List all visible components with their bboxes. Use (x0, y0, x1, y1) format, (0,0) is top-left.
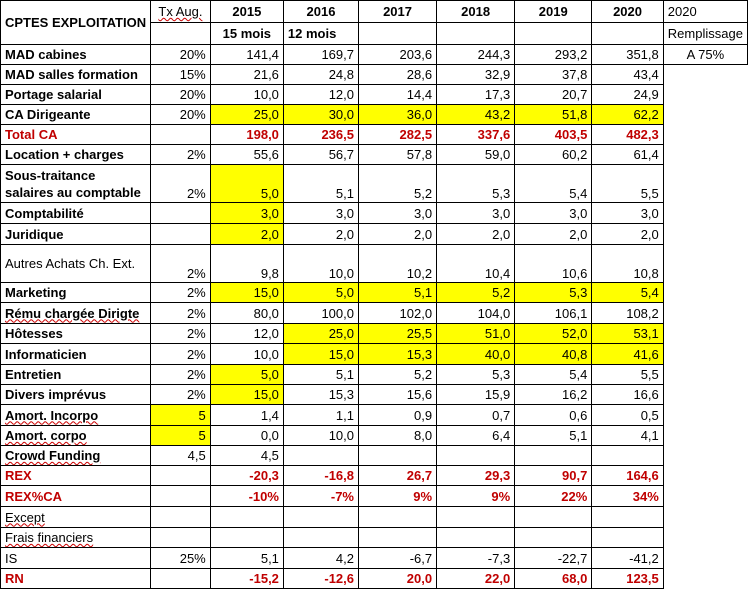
value-cell-2019[interactable]: 90,7 (515, 466, 592, 486)
value-cell-2017[interactable]: 102,0 (359, 303, 437, 324)
value-cell-2019[interactable]: 52,0 (515, 324, 592, 344)
tx-cell[interactable] (151, 224, 211, 245)
empty-cell (663, 324, 747, 344)
value-cell-2015[interactable] (210, 528, 283, 548)
row-label-cell[interactable] (1, 145, 151, 165)
row-label-cell[interactable] (1, 344, 151, 365)
year-header-2020[interactable]: 2020 (592, 1, 663, 23)
table-row (1, 283, 748, 303)
tx-cell[interactable]: 2% (151, 145, 211, 165)
value-cell-2016[interactable]: 3,0 (283, 203, 358, 224)
row-label-cell[interactable] (1, 245, 151, 283)
value-cell-2015[interactable]: 5,0 (210, 165, 283, 203)
value-cell-2020[interactable]: 41,6 (592, 344, 663, 365)
sub-header-2018[interactable] (437, 23, 515, 45)
sub-header-2016[interactable]: 12 mois (283, 23, 358, 45)
value-cell-2019[interactable] (515, 446, 592, 466)
value-cell-2019[interactable] (515, 528, 592, 548)
table-row (1, 507, 748, 528)
value-cell-2015[interactable]: 55,6 (210, 145, 283, 165)
tx-cell[interactable] (151, 507, 211, 528)
value-cell-2016[interactable]: 2,0 (283, 224, 358, 245)
value-cell-2020[interactable]: 5,5 (592, 365, 663, 385)
empty-cell (663, 65, 747, 85)
empty-cell (663, 486, 747, 507)
value-cell-2017[interactable] (359, 528, 437, 548)
value-cell-2020[interactable]: 34% (592, 486, 663, 507)
sub-header-2017[interactable] (359, 23, 437, 45)
empty-cell (663, 405, 747, 426)
row-label: Total CA (5, 127, 58, 142)
value-cell-2020[interactable]: 2,0 (592, 224, 663, 245)
value-cell-2016[interactable]: 15,3 (283, 385, 358, 405)
value-cell-2016[interactable]: 12,0 (283, 85, 358, 105)
row-label-cell[interactable] (1, 283, 151, 303)
value-cell-2019[interactable]: 0,6 (515, 405, 592, 426)
value-cell-2018[interactable]: 5,2 (437, 283, 515, 303)
row-label-cell[interactable] (1, 365, 151, 385)
value-cell-2017[interactable]: 5,1 (359, 283, 437, 303)
table-row (1, 105, 748, 125)
value-cell-2018[interactable]: 6,4 (437, 426, 515, 446)
value-cell-2018[interactable] (437, 446, 515, 466)
value-cell-2015[interactable]: 10,0 (210, 344, 283, 365)
empty-cell (663, 125, 747, 145)
value-cell-2019[interactable]: 293,2 (515, 45, 592, 65)
empty-cell (663, 466, 747, 486)
value-cell-2015[interactable]: 80,0 (210, 303, 283, 324)
extra-value-cell[interactable]: A 75% (663, 45, 747, 65)
value-cell-2015[interactable]: -15,2 (210, 569, 283, 589)
tx-cell[interactable]: 20% (151, 45, 211, 65)
tx-cell[interactable] (151, 528, 211, 548)
tx-cell[interactable]: 2% (151, 344, 211, 365)
extra-label-cell[interactable]: Remplissage (663, 23, 747, 45)
extra-year-cell[interactable]: 2020 (663, 1, 747, 23)
value-cell-2020[interactable]: 53,1 (592, 324, 663, 344)
value-cell-2017[interactable]: 15,3 (359, 344, 437, 365)
value-cell-2016[interactable] (283, 446, 358, 466)
row-label: REX (5, 468, 32, 483)
empty-cell (663, 446, 747, 466)
value-cell-2015[interactable] (210, 507, 283, 528)
row-label-cell[interactable] (1, 105, 151, 125)
row-label: Location + charges (5, 147, 124, 162)
empty-cell (663, 203, 747, 224)
value-cell-2020[interactable]: 16,6 (592, 385, 663, 405)
row-label-cell[interactable] (1, 125, 151, 145)
table-row (1, 165, 748, 203)
year-header-2018[interactable]: 2018 (437, 1, 515, 23)
tx-cell[interactable]: 20% (151, 85, 211, 105)
empty-cell (663, 528, 747, 548)
value-cell-2015[interactable]: 2,0 (210, 224, 283, 245)
value-cell-2018[interactable]: 0,7 (437, 405, 515, 426)
value-cell-2017[interactable]: 282,5 (359, 125, 437, 145)
value-cell-2017[interactable]: 9% (359, 486, 437, 507)
value-cell-2018[interactable]: 15,9 (437, 385, 515, 405)
value-cell-2019[interactable]: 51,8 (515, 105, 592, 125)
value-cell-2015[interactable]: 12,0 (210, 324, 283, 344)
value-cell-2016[interactable]: 15,0 (283, 344, 358, 365)
value-cell-2017[interactable]: 8,0 (359, 426, 437, 446)
value-cell-2016[interactable]: 56,7 (283, 145, 358, 165)
tx-cell[interactable] (151, 486, 211, 507)
row-label: Divers imprévus (5, 387, 107, 402)
value-cell-2018[interactable]: 17,3 (437, 85, 515, 105)
tx-cell[interactable]: 2% (151, 165, 211, 203)
value-cell-2019[interactable]: 10,6 (515, 245, 592, 283)
value-cell-2016[interactable]: 25,0 (283, 324, 358, 344)
table-row (1, 548, 748, 569)
value-cell-2017[interactable]: 20,0 (359, 569, 437, 589)
value-cell-2018[interactable]: 2,0 (437, 224, 515, 245)
empty-cell (663, 245, 747, 283)
value-cell-2015[interactable]: 4,5 (210, 446, 283, 466)
row-label: Hôtesses (5, 326, 63, 341)
row-label: Frais financiers (5, 530, 94, 545)
row-label: Amort. Incorpo (5, 407, 99, 423)
row-label: Informaticien (5, 346, 87, 362)
year-header-2016[interactable]: 2016 (283, 1, 358, 23)
value-cell-2016[interactable]: 10,0 (283, 245, 358, 283)
table-row (1, 45, 748, 65)
value-cell-2019[interactable]: 2,0 (515, 224, 592, 245)
row-label: Comptabilité (5, 205, 84, 221)
value-cell-2016[interactable] (283, 507, 358, 528)
table-row (1, 466, 748, 486)
tx-sub-cell[interactable] (151, 23, 211, 45)
value-cell-2019[interactable]: 5,3 (515, 283, 592, 303)
table-row (1, 303, 748, 324)
value-cell-2019[interactable]: 40,8 (515, 344, 592, 365)
value-cell-2020[interactable]: 62,2 (592, 105, 663, 125)
value-cell-2020[interactable]: 351,8 (592, 45, 663, 65)
value-cell-2015[interactable]: 25,0 (210, 105, 283, 125)
value-cell-2017[interactable]: 15,6 (359, 385, 437, 405)
value-cell-2016[interactable]: -7% (283, 486, 358, 507)
value-cell-2019[interactable] (515, 507, 592, 528)
row-label: Juridique (5, 226, 64, 242)
table-row (1, 245, 748, 283)
value-cell-2017[interactable] (359, 446, 437, 466)
table-row (1, 85, 748, 105)
value-cell-2017[interactable]: 0,9 (359, 405, 437, 426)
value-cell-2019[interactable]: 3,0 (515, 203, 592, 224)
sub-header-2020[interactable] (592, 23, 663, 45)
value-cell-2020[interactable]: 5,5 (592, 165, 663, 203)
value-cell-2016[interactable]: 5,1 (283, 365, 358, 385)
empty-cell (663, 283, 747, 303)
value-cell-2019[interactable]: 5,1 (515, 426, 592, 446)
value-cell-2020[interactable]: 61,4 (592, 145, 663, 165)
row-label: MAD salles formation (5, 67, 138, 82)
row-label-cell[interactable] (1, 548, 151, 569)
value-cell-2015[interactable]: 15,0 (210, 385, 283, 405)
table-row (1, 224, 748, 245)
row-label-cell[interactable] (1, 165, 151, 203)
value-cell-2017[interactable]: -6,7 (359, 548, 437, 569)
value-cell-2018[interactable]: 5,3 (437, 365, 515, 385)
value-cell-2018[interactable]: 40,0 (437, 344, 515, 365)
value-cell-2020[interactable]: 24,9 (592, 85, 663, 105)
value-cell-2020[interactable]: 3,0 (592, 203, 663, 224)
row-label: Amort. corpo (5, 428, 87, 443)
sheet-title-cell[interactable]: CPTES EXPLOITATION (1, 1, 151, 45)
tx-header-cell[interactable] (151, 1, 211, 23)
row-label-cell[interactable] (1, 65, 151, 85)
value-cell-2016[interactable] (283, 528, 358, 548)
row-label-cell[interactable] (1, 507, 151, 528)
tx-cell[interactable]: 2% (151, 245, 211, 283)
value-cell-2016[interactable]: 236,5 (283, 125, 358, 145)
value-cell-2018[interactable]: 43,2 (437, 105, 515, 125)
value-cell-2018[interactable]: 32,9 (437, 65, 515, 85)
table-row (1, 145, 748, 165)
value-cell-2019[interactable]: 22% (515, 486, 592, 507)
tx-cell[interactable]: 5 (151, 405, 211, 426)
table-row (1, 446, 748, 466)
value-cell-2020[interactable]: -41,2 (592, 548, 663, 569)
value-cell-2020[interactable]: 43,4 (592, 65, 663, 85)
row-label-cell[interactable] (1, 426, 151, 446)
tx-cell[interactable] (151, 125, 211, 145)
tx-cell[interactable] (151, 203, 211, 224)
value-cell-2015[interactable]: 1,4 (210, 405, 283, 426)
row-label: Autres Achats Ch. Ext. (5, 256, 136, 271)
row-label: REX%CA (5, 488, 63, 504)
table-row (1, 486, 748, 507)
value-cell-2018[interactable]: 337,6 (437, 125, 515, 145)
value-cell-2019[interactable]: 403,5 (515, 125, 592, 145)
row-label-cell[interactable] (1, 324, 151, 344)
row-label: CA Dirigeante (5, 107, 91, 122)
row-label-cell[interactable] (1, 446, 151, 466)
table-row (1, 125, 748, 145)
row-label-cell[interactable] (1, 303, 151, 324)
table-row (1, 203, 748, 224)
empty-cell (663, 344, 747, 365)
table-row (1, 365, 748, 385)
empty-cell (663, 385, 747, 405)
value-cell-2018[interactable] (437, 528, 515, 548)
row-label-cell[interactable] (1, 203, 151, 224)
value-cell-2017[interactable]: 25,5 (359, 324, 437, 344)
year-header-2017[interactable]: 2017 (359, 1, 437, 23)
value-cell-2016[interactable]: 24,8 (283, 65, 358, 85)
value-cell-2017[interactable]: 2,0 (359, 224, 437, 245)
value-cell-2019[interactable]: 20,7 (515, 85, 592, 105)
value-cell-2015[interactable]: 15,0 (210, 283, 283, 303)
value-cell-2017[interactable]: 57,8 (359, 145, 437, 165)
row-label: Rému chargée Dirigte (5, 305, 140, 321)
table-row (1, 324, 748, 344)
empty-cell (663, 165, 747, 203)
value-cell-2020[interactable] (592, 446, 663, 466)
row-label: MAD cabines (5, 47, 87, 62)
value-cell-2019[interactable]: 68,0 (515, 569, 592, 589)
tx-cell[interactable]: 2% (151, 324, 211, 344)
value-cell-2020[interactable]: 123,5 (592, 569, 663, 589)
tx-cell[interactable]: 20% (151, 105, 211, 125)
value-cell-2016[interactable]: 1,1 (283, 405, 358, 426)
value-cell-2020[interactable] (592, 507, 663, 528)
row-label-cell[interactable] (1, 45, 151, 65)
table-row (1, 528, 748, 548)
tx-cell[interactable] (151, 569, 211, 589)
table-row (1, 385, 748, 405)
value-cell-2015[interactable]: 5,1 (210, 548, 283, 569)
row-label: Entretien (5, 367, 62, 382)
value-cell-2017[interactable]: 36,0 (359, 105, 437, 125)
value-cell-2017[interactable]: 26,7 (359, 466, 437, 486)
value-cell-2017[interactable] (359, 507, 437, 528)
table-row (1, 405, 748, 426)
value-cell-2020[interactable]: 5,4 (592, 283, 663, 303)
value-cell-2015[interactable]: -20,3 (210, 466, 283, 486)
value-cell-2016[interactable]: -16,8 (283, 466, 358, 486)
value-cell-2020[interactable]: 0,5 (592, 405, 663, 426)
value-cell-2018[interactable] (437, 507, 515, 528)
value-cell-2015[interactable]: 9,8 (210, 245, 283, 283)
tx-cell[interactable]: 2% (151, 365, 211, 385)
value-cell-2015[interactable]: 198,0 (210, 125, 283, 145)
empty-cell (663, 145, 747, 165)
value-cell-2018[interactable]: 51,0 (437, 324, 515, 344)
table-row (1, 344, 748, 365)
value-cell-2018[interactable]: 244,3 (437, 45, 515, 65)
value-cell-2018[interactable]: 3,0 (437, 203, 515, 224)
value-cell-2017[interactable]: 3,0 (359, 203, 437, 224)
value-cell-2018[interactable]: 29,3 (437, 466, 515, 486)
value-cell-2018[interactable]: 59,0 (437, 145, 515, 165)
empty-cell (663, 85, 747, 105)
row-label-cell[interactable] (1, 85, 151, 105)
row-label-cell[interactable] (1, 405, 151, 426)
row-label-cell[interactable] (1, 486, 151, 507)
value-cell-2016[interactable]: 10,0 (283, 426, 358, 446)
sub-header-2015[interactable]: 15 mois (210, 23, 283, 45)
row-label: Portage salarial (5, 87, 102, 102)
value-cell-2016[interactable]: -12,6 (283, 569, 358, 589)
row-label-cell[interactable] (1, 569, 151, 589)
value-cell-2019[interactable]: 106,1 (515, 303, 592, 324)
tx-cell[interactable]: 2% (151, 385, 211, 405)
value-cell-2015[interactable]: 3,0 (210, 203, 283, 224)
value-cell-2018[interactable]: 22,0 (437, 569, 515, 589)
value-cell-2015[interactable]: -10% (210, 486, 283, 507)
table-row (1, 569, 748, 589)
value-cell-2017[interactable]: 10,2 (359, 245, 437, 283)
tx-cell[interactable]: 25% (151, 548, 211, 569)
table-row (1, 426, 748, 446)
value-cell-2015[interactable]: 141,4 (210, 45, 283, 65)
row-label-cell[interactable] (1, 528, 151, 548)
row-label: Sous-traitance salaires au comptable (5, 167, 141, 200)
row-label: Marketing (5, 285, 67, 300)
empty-cell (663, 303, 747, 324)
value-cell-2020[interactable]: 164,6 (592, 466, 663, 486)
row-label: Crowd Funding (5, 448, 101, 463)
value-cell-2016[interactable]: 30,0 (283, 105, 358, 125)
value-cell-2016[interactable]: 5,1 (283, 165, 358, 203)
empty-cell (663, 365, 747, 385)
value-cell-2015[interactable]: 10,0 (210, 85, 283, 105)
tx-cell[interactable] (151, 466, 211, 486)
tx-cell[interactable]: 4,5 (151, 446, 211, 466)
value-cell-2016[interactable]: 5,0 (283, 283, 358, 303)
value-cell-2017[interactable]: 203,6 (359, 45, 437, 65)
value-cell-2018[interactable]: 10,4 (437, 245, 515, 283)
value-cell-2016[interactable]: 4,2 (283, 548, 358, 569)
value-cell-2019[interactable]: 60,2 (515, 145, 592, 165)
value-cell-2015[interactable]: 5,0 (210, 365, 283, 385)
empty-cell (663, 548, 747, 569)
value-cell-2019[interactable]: 5,4 (515, 365, 592, 385)
empty-cell (663, 569, 747, 589)
value-cell-2016[interactable]: 100,0 (283, 303, 358, 324)
value-cell-2020[interactable]: 108,2 (592, 303, 663, 324)
value-cell-2019[interactable]: 5,4 (515, 165, 592, 203)
empty-cell (663, 224, 747, 245)
value-cell-2020[interactable] (592, 528, 663, 548)
value-cell-2015[interactable]: 0,0 (210, 426, 283, 446)
empty-cell (663, 105, 747, 125)
value-cell-2020[interactable]: 482,3 (592, 125, 663, 145)
value-cell-2019[interactable]: -22,7 (515, 548, 592, 569)
table-row (1, 65, 748, 85)
empty-cell (663, 426, 747, 446)
row-label-cell[interactable] (1, 385, 151, 405)
value-cell-2017[interactable]: 14,4 (359, 85, 437, 105)
year-header-2015[interactable]: 2015 (210, 1, 283, 23)
value-cell-2018[interactable]: 9% (437, 486, 515, 507)
value-cell-2017[interactable]: 28,6 (359, 65, 437, 85)
value-cell-2019[interactable]: 16,2 (515, 385, 592, 405)
value-cell-2018[interactable]: -7,3 (437, 548, 515, 569)
value-cell-2020[interactable]: 10,8 (592, 245, 663, 283)
tx-cell[interactable]: 15% (151, 65, 211, 85)
tx-cell[interactable]: 2% (151, 303, 211, 324)
tx-cell[interactable]: 5 (151, 426, 211, 446)
value-cell-2015[interactable]: 21,6 (210, 65, 283, 85)
row-label-cell[interactable] (1, 466, 151, 486)
tx-cell[interactable]: 2% (151, 283, 211, 303)
value-cell-2016[interactable]: 169,7 (283, 45, 358, 65)
value-cell-2017[interactable]: 5,2 (359, 165, 437, 203)
value-cell-2017[interactable]: 5,2 (359, 365, 437, 385)
row-label: IS (5, 550, 18, 566)
value-cell-2019[interactable]: 37,8 (515, 65, 592, 85)
row-label-cell[interactable] (1, 224, 151, 245)
row-label: RN (5, 571, 24, 586)
row-label: Except (5, 509, 45, 525)
empty-cell (663, 507, 747, 528)
value-cell-2018[interactable]: 5,3 (437, 165, 515, 203)
value-cell-2018[interactable]: 104,0 (437, 303, 515, 324)
year-header-2019[interactable]: 2019 (515, 1, 592, 23)
sub-header-2019[interactable] (515, 23, 592, 45)
value-cell-2020[interactable]: 4,1 (592, 426, 663, 446)
tx-header-label: Tx Aug. (158, 4, 203, 19)
